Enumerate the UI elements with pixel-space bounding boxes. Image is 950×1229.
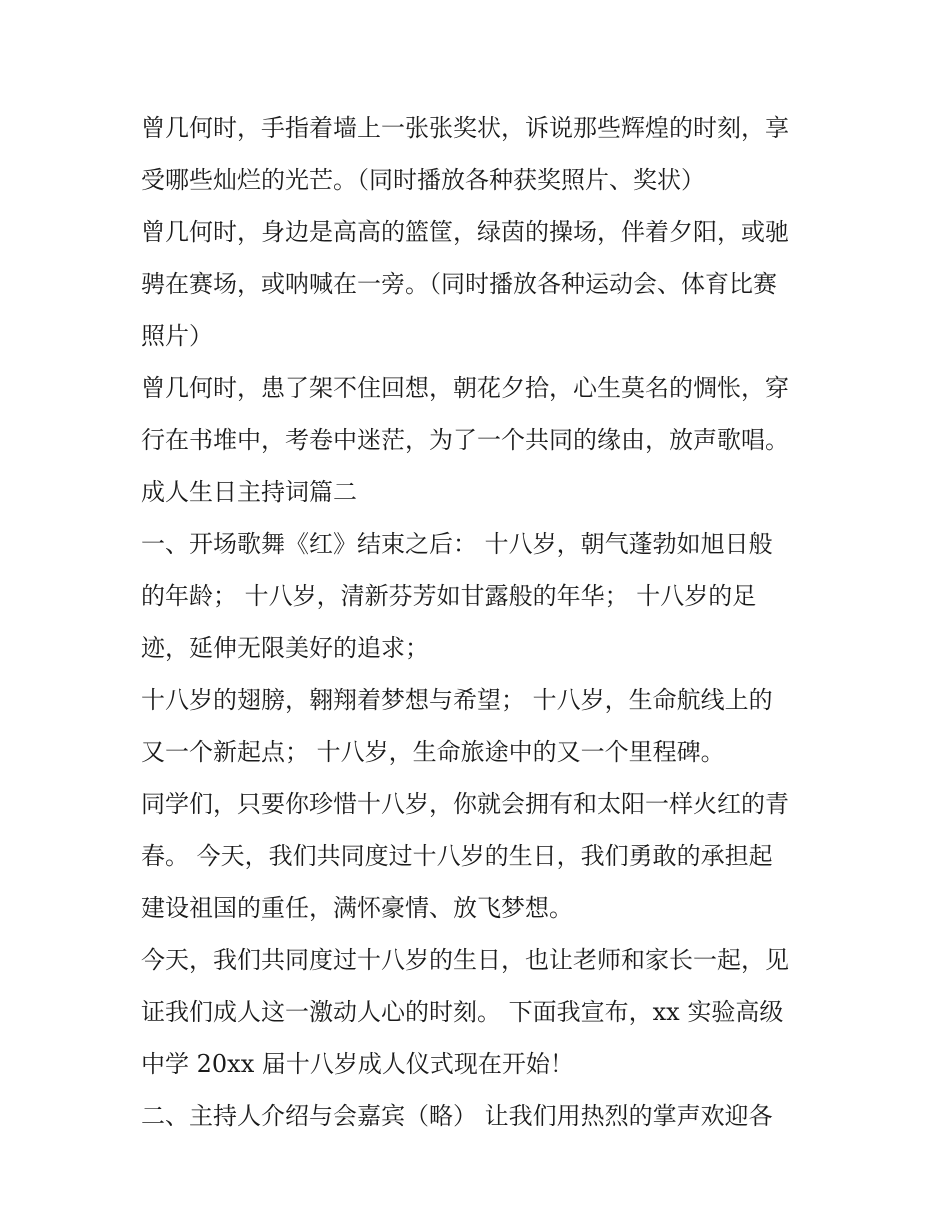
section-heading: 成人生日主持词篇二 bbox=[141, 478, 357, 506]
text-line: 建设祖国的重任，满怀豪情、放飞梦想。 bbox=[141, 894, 573, 922]
text-line: 二、主持人介绍与会嘉宾（略） 让我们用热烈的掌声欢迎各 bbox=[141, 1102, 773, 1130]
text-line: 同学们，只要你珍惜十八岁，你就会拥有和太阳一样火红的青 bbox=[141, 790, 789, 818]
text-line: 十八岁的翅膀，翱翔着梦想与希望； 十八岁，生命航线上的 bbox=[141, 686, 773, 714]
text-line: 迹，延伸无限美好的追求； bbox=[141, 634, 429, 662]
text-line: 骋在赛场，或呐喊在一旁。（同时播放各种运动会、体育比赛 bbox=[141, 270, 777, 298]
text-line: 春。 今天，我们共同度过十八岁的生日，我们勇敢的承担起 bbox=[141, 842, 773, 870]
text-line: 行在书堆中，考卷中迷茫，为了一个共同的缘由，放声歌唱。 bbox=[141, 426, 789, 454]
document-body bbox=[141, 102, 821, 1142]
text-line: 受哪些灿烂的光芒。（同时播放各种获奖照片、奖状） bbox=[141, 166, 705, 194]
text-line: 一、开场歌舞《红》结束之后： 十八岁，朝气蓬勃如旭日般 bbox=[141, 530, 773, 558]
text-line: 又一个新起点； 十八岁，生命旅途中的又一个里程碑。 bbox=[141, 738, 725, 766]
text-line: 的年龄； 十八岁，清新芬芳如甘露般的年华； 十八岁的足 bbox=[141, 582, 757, 610]
text-line: 照片） bbox=[141, 322, 213, 350]
text-line: 证我们成人这一激动人心的时刻。 下面我宣布，xx 实验高级 bbox=[141, 998, 784, 1026]
text-line: 曾几何时，手指着墙上一张张奖状，诉说那些辉煌的时刻，享 bbox=[141, 114, 789, 142]
text-line: 中学 20xx 届十八岁成人仪式现在开始！ bbox=[141, 1050, 574, 1078]
text-line: 今天，我们共同度过十八岁的生日，也让老师和家长一起，见 bbox=[141, 946, 789, 974]
text-line: 曾几何时，患了架不住回想，朝花夕拾，心生莫名的惆怅，穿 bbox=[141, 374, 789, 402]
text-line: 曾几何时，身边是高高的篮筐，绿茵的操场，伴着夕阳，或驰 bbox=[141, 218, 789, 246]
